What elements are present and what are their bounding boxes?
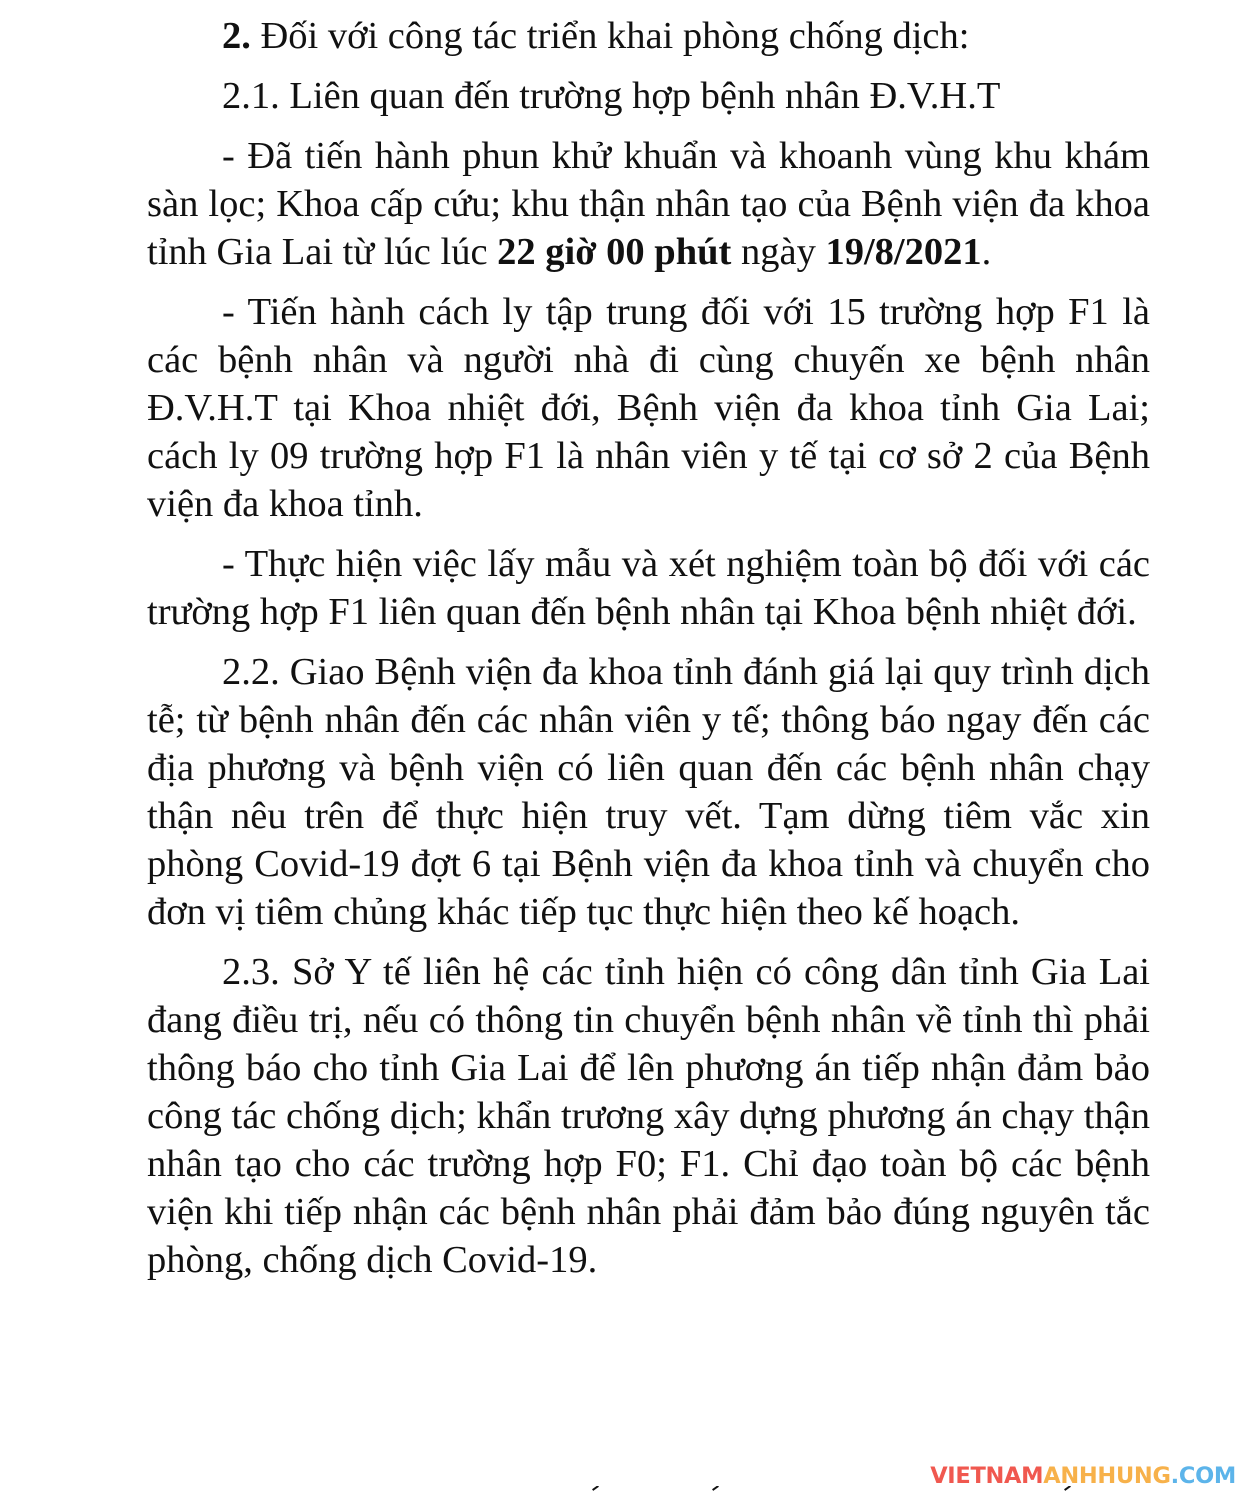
paragraph-text: 2.2. Giao Bệnh viện đa khoa tỉnh đánh giá lại quy trình dịch tễ; từ bệnh nhân đến các nhân viên y tế; thông báo ngay đến các địa phương và bệnh viện có liên quan đến các bệnh nhân chạy thận nêu trên để thực hiện truy vết. Tạm dừng tiêm vắc xin phòng Covid-19 đợt 6 tại Bệnh viện đa khoa tỉnh và chuyển cho đơn vị tiêm chủng khác tiếp tục thực hiện theo kế hoạch. <box>147 651 1150 933</box>
bold-date: 19/8/2021 <box>825 231 982 273</box>
paragraph-text: ngày <box>731 231 826 273</box>
paragraph-text: - Tiến hành cách ly tập trung đối với 15 trường hợp F1 là các bệnh nhân và người nhà đi cùng chuyến xe bệnh nhân Đ.V.H.T tại Khoa nhiệt đới, Bệnh viện đa khoa tỉnh Gia Lai; cách ly 09 trường hợp F1 là nhân viên y tế tại cơ sở 2 của Bệnh viện đa khoa tỉnh. <box>147 291 1150 525</box>
paragraph-quarantine <box>147 288 1150 528</box>
watermark-part-2: ANHHUNG <box>1043 1463 1171 1489</box>
paragraph-2-3 <box>147 948 1150 1284</box>
bold-time: 22 giờ 00 phút <box>497 231 732 273</box>
accent-mark <box>592 1486 599 1491</box>
watermark-part-1: VIETNAM <box>930 1463 1044 1489</box>
document-body <box>147 12 1150 1296</box>
section-heading <box>147 12 1150 60</box>
section-number: 2. <box>222 15 251 57</box>
watermark-part-3: .COM <box>1170 1463 1236 1489</box>
subsection-title: 2.1. Liên quan đến trường hợp bệnh nhân Đ.V.H.T <box>222 75 1001 117</box>
subsection-heading <box>147 72 1150 120</box>
paragraph-disinfection <box>147 132 1150 276</box>
watermark-logo <box>930 1462 1236 1490</box>
paragraph-text: . <box>981 231 992 273</box>
paragraph-text: - Đã tiến hành phun khử khuẩn và khoanh vùng khu khám sàn lọc; Khoa cấp cứu; khu thận nhân tạo của Bệnh viện đa khoa tỉnh Gia Lai từ lúc lúc <box>147 135 1150 273</box>
section-title: Đối với công tác triển khai phòng chống dịch: <box>250 15 970 57</box>
paragraph-testing <box>147 540 1150 636</box>
paragraph-text: - Thực hiện việc lấy mẫu và xét nghiệm toàn bộ đối với các trường hợp F1 liên quan đến bệnh nhân tại Khoa bệnh nhiệt đới. <box>147 543 1150 633</box>
accent-mark <box>712 1486 719 1491</box>
paragraph-text: 2.3. Sở Y tế liên hệ các tỉnh hiện có công dân tỉnh Gia Lai đang điều trị, nếu có thông tin chuyển bệnh nhân về tỉnh thì phải thông báo cho tỉnh Gia Lai để lên phương án tiếp nhận đảm bảo công tác chống dịch; khẩn trương xây dựng phương án chạy thận nhân tạo cho các trường hợp F0; F1. Chỉ đạo toàn bộ các bệnh viện khi tiếp nhận các bệnh nhân phải đảm bảo đúng nguyên tắc phòng, chống dịch Covid-19. <box>147 951 1150 1281</box>
paragraph-2-2 <box>147 648 1150 936</box>
